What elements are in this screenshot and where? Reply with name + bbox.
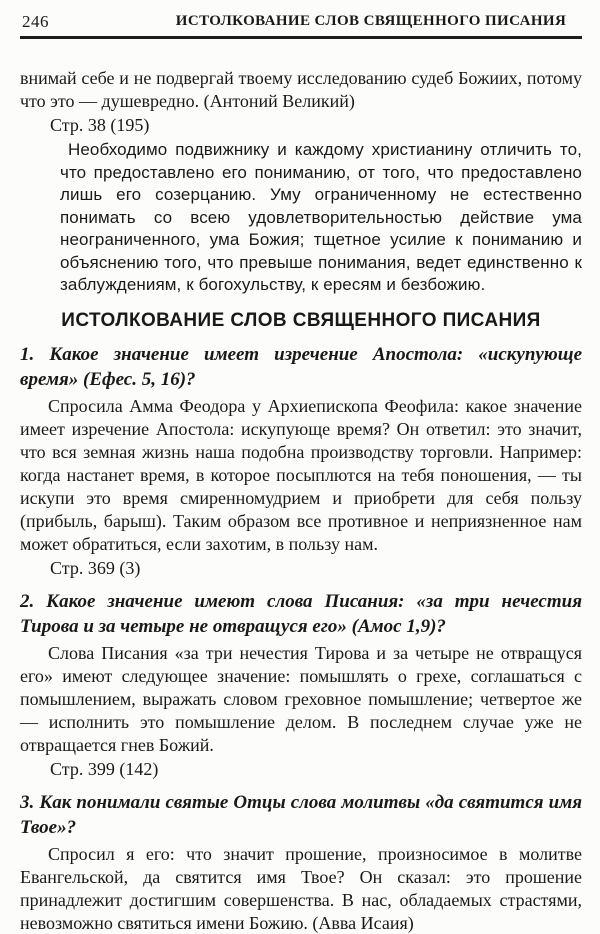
reference-line: Стр. 399 (142) [50, 758, 159, 779]
question-2: 2. Какое значение имеют слова Писания: «за три нечестия Тирова и за четыре не отвращуся его» (Амос 1,9)? [20, 590, 582, 637]
reference-line: Стр. 38 (195) [50, 115, 150, 135]
header-rule [20, 36, 582, 39]
answer-2: Слова Писания «за три нечестия Тирова и за четыре не отвращуся его» имеют следующее значение: помышлять о грехе, соглашаться с помышлением, выражать словом греховное помышление; четвертое же — исполнить это помышление делом. В последнем случае уже не отвращается гнев Божий. [20, 642, 582, 755]
section-heading: ИСТОЛКОВАНИЕ СЛОВ СВЯЩЕННОГО ПИСАНИЯ [61, 309, 541, 331]
running-title: ИСТОЛКОВАНИЕ СЛОВ СВЯЩЕННОГО ПИСАНИЯ [175, 13, 567, 29]
answer-1: Спросила Амма Феодора у Архиепископа Феофила: какое значение имеет изречение Апостола: искупующе время? Он ответил: это значит, что вся земная жизнь наша подобна производству торговли. Например: когда настанет время, в которое посыплются на тебя поношения, — ты искупи это время смиренномудрием и приобрети для себя пользу (прибыль, барыш). Таким образом все противное и неприязненное нам может обратиться, если захотим, в пользу нам. [20, 395, 582, 554]
answer-3: Спросил я его: что значит прошение, произносимое в молитве Евангельской, да святится имя Твое? Он сказал: это прошение принадлежит достигшим совершенства. В нас, обладаемых страстями, невозможно святиться имени Божию. (Авва Исаия) [20, 843, 582, 933]
continuation-paragraph: внимай себе и не подвергай твоему исследованию судеб Божиих, потому что это — душевредно. (Антоний Великий) [20, 68, 582, 111]
question-1: 1. Какое значение имеет изречение Апостола: «искупующе время» (Ефес. 5, 16)? [20, 343, 582, 390]
page-number: 246 [22, 12, 49, 31]
block-quote: Необходимо подвижнику и каждому христианину отличить то, что предоставлено его пониманию, от того, что предоставлено лишь его созерцанию. Уму ограниченному не естественно понимать со всею удовлетворительностью действие ума неограниченного, ума Божия; тщетное усилие к пониманию и объяснению того, что превыше понимания, ведет единственно к заблуждениям, к богохульству, к ересям и безбожию. [60, 140, 582, 294]
page-body [20, 67, 582, 934]
question-3: 3. Как понимали святые Отцы слова молитвы «да святится имя Твое»? [20, 791, 582, 838]
running-header [20, 10, 582, 36]
reference-line: Стр. 369 (3) [50, 557, 141, 578]
